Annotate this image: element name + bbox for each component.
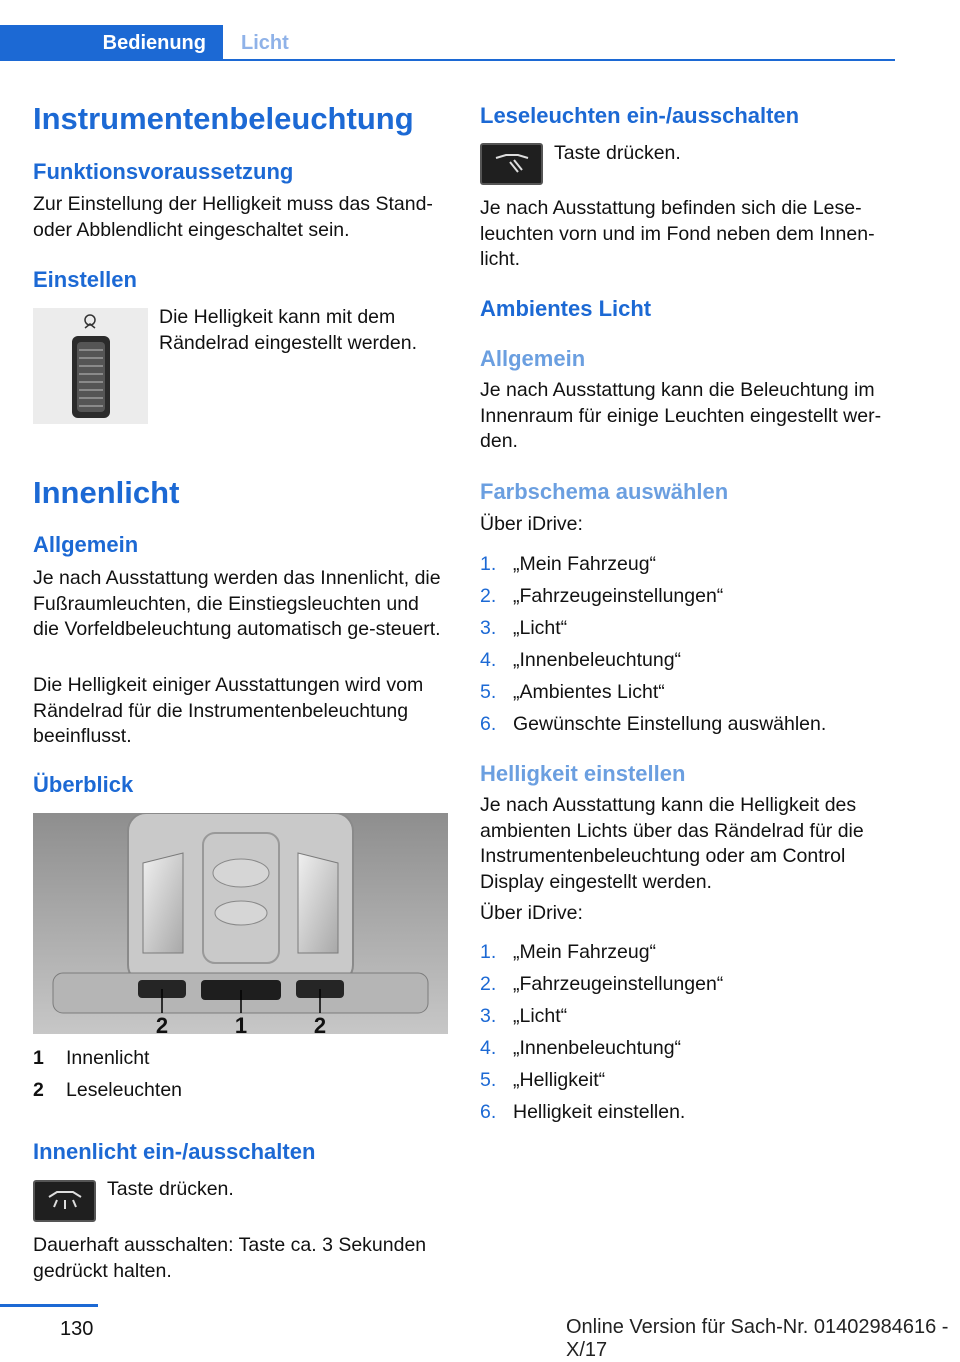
step-number: 2. — [480, 585, 497, 607]
header-rule — [0, 59, 895, 61]
heading-allgemein-right: Allgemein — [480, 346, 586, 371]
page-number: 130 — [60, 1318, 94, 1340]
step-text: „Licht“ — [513, 617, 568, 639]
figure-legend — [33, 1046, 448, 1110]
legend-text: Leseleuchten — [66, 1079, 183, 1101]
text-ambient-allgemein: Je nach Ausstattung kann die Beleuchtung im Innenraum für einige Leuchten eingestellt wer‐den. — [480, 379, 882, 452]
step-number: 6. — [480, 1101, 497, 1123]
reading-light-icon — [492, 152, 532, 176]
list-item — [480, 584, 895, 616]
step-text: „Fahrzeugeinstellungen“ — [513, 973, 724, 995]
section-tabs — [0, 25, 895, 61]
heading-farbschema: Farbschema auswählen — [480, 479, 729, 504]
step-text: „Mein Fahrzeug“ — [513, 941, 657, 963]
online-version-note: Online Version für Sach-Nr. 01402984616 - X/17 — [566, 1316, 949, 1361]
list-item — [480, 972, 895, 1004]
step-text: „Innenbeleuchtung“ — [513, 1037, 682, 1059]
list-item — [480, 1100, 895, 1132]
text-idrive-2: Über iDrive: — [480, 902, 583, 924]
step-number: 5. — [480, 1069, 497, 1091]
step-text: „Fahrzeugeinstellungen“ — [513, 585, 724, 607]
step-number: 3. — [480, 1005, 497, 1027]
text-allgemein-1: Je nach Ausstattung werden das Innenlicht, die Fußraumleuchten, die Einstiegsleuchten und die Vorfeldbeleuchtung automatisch ge‐steuert. — [33, 567, 441, 640]
text-allgemein-2: Die Helligkeit einiger Ausstattungen wird vom Rändelrad für die Instrumentenbeleuchtung beeinflusst. — [33, 674, 424, 747]
step-number: 1. — [480, 941, 497, 963]
heading-instrumentenbeleuchtung: Instrumentenbeleuchtung — [33, 101, 414, 136]
legend-number: 1 — [33, 1047, 44, 1069]
list-item — [480, 648, 895, 680]
interior-light-icon — [45, 1189, 85, 1213]
overhead-console-illustration — [33, 813, 448, 1034]
list-item — [480, 616, 895, 648]
footer-rule — [0, 1304, 98, 1307]
heading-allgemein-left: Allgemein — [33, 532, 139, 557]
figure-label-1: 1 — [234, 1013, 248, 1034]
step-number: 4. — [480, 649, 497, 671]
steps-helligkeit — [480, 940, 895, 1132]
heading-funktionsvoraussetzung: Funktionsvoraussetzung — [33, 159, 294, 184]
list-item — [480, 1068, 895, 1100]
thumbwheel-image — [33, 308, 148, 424]
heading-helligkeit-einstellen: Helligkeit einstellen — [480, 761, 686, 786]
step-text: „Helligkeit“ — [513, 1069, 606, 1091]
step-text: „Licht“ — [513, 1005, 568, 1027]
heading-leseleuchten-ein-aus: Leseleuchten ein-/ausschalten — [480, 103, 800, 128]
text-funktionsvoraussetzung: Zur Einstellung der Helligkeit muss das Stand‐oder Abblendlicht eingeschaltet sein. — [33, 193, 433, 241]
innenlicht-button-image — [33, 1180, 96, 1222]
step-number: 1. — [480, 553, 497, 575]
leseleuchten-button-image — [480, 143, 543, 185]
legend-item — [33, 1078, 448, 1110]
heading-innenlicht-ein-aus: Innenlicht ein-/ausschalten — [33, 1139, 316, 1164]
text-innenlicht-taste: Taste drücken. — [107, 1178, 234, 1200]
step-number: 6. — [480, 713, 497, 735]
text-leseleuchten-taste: Taste drücken. — [554, 142, 681, 164]
text-innenlicht-dauerhaft: Dauerhaft ausschalten: Taste ca. 3 Sekunden gedrückt halten. — [33, 1234, 427, 1282]
legend-number: 2 — [33, 1079, 44, 1101]
step-text: Gewünschte Einstellung auswählen. — [513, 713, 827, 735]
heading-ambientes-licht: Ambientes Licht — [480, 296, 652, 321]
text-leseleuchten-info: Je nach Ausstattung befinden sich die Lese‐leuchten vorn und im Fond neben dem Innen‐licht. — [480, 197, 875, 270]
list-item — [480, 712, 895, 744]
heading-innenlicht: Innenlicht — [33, 475, 180, 510]
tab-bedienung[interactable]: Bedienung — [0, 25, 223, 61]
figure-label-2-right: 2 — [313, 1013, 327, 1034]
list-item — [480, 680, 895, 712]
thumbwheel-icon — [33, 308, 148, 424]
step-text: Helligkeit einstellen. — [513, 1101, 686, 1123]
step-number: 3. — [480, 617, 497, 639]
figure-label-2-left: 2 — [155, 1013, 169, 1034]
step-number: 4. — [480, 1037, 497, 1059]
steps-farbschema — [480, 552, 895, 744]
step-text: „Innenbeleuchtung“ — [513, 649, 682, 671]
legend-item — [33, 1046, 448, 1078]
legend-text: Innenlicht — [66, 1047, 150, 1069]
list-item — [480, 940, 895, 972]
step-text: „Mein Fahrzeug“ — [513, 553, 657, 575]
list-item — [480, 552, 895, 584]
step-number: 5. — [480, 681, 497, 703]
heading-einstellen: Einstellen — [33, 267, 137, 292]
step-text: „Ambientes Licht“ — [513, 681, 665, 703]
list-item — [480, 1004, 895, 1036]
text-idrive-1: Über iDrive: — [480, 513, 583, 535]
step-number: 2. — [480, 973, 497, 995]
text-helligkeit: Je nach Ausstattung kann die Helligkeit des ambienten Lichts über das Rändelrad für die Instrumentenbeleuchtung oder am Control Display eingestellt werden. — [480, 794, 864, 893]
text-einstellen: Die Helligkeit kann mit dem Rändelrad eingestellt werden. — [159, 306, 417, 354]
tab-licht[interactable]: Licht — [241, 31, 289, 54]
list-item — [480, 1036, 895, 1068]
heading-ueberblick: Überblick — [33, 772, 134, 797]
overview-figure — [33, 813, 448, 1034]
